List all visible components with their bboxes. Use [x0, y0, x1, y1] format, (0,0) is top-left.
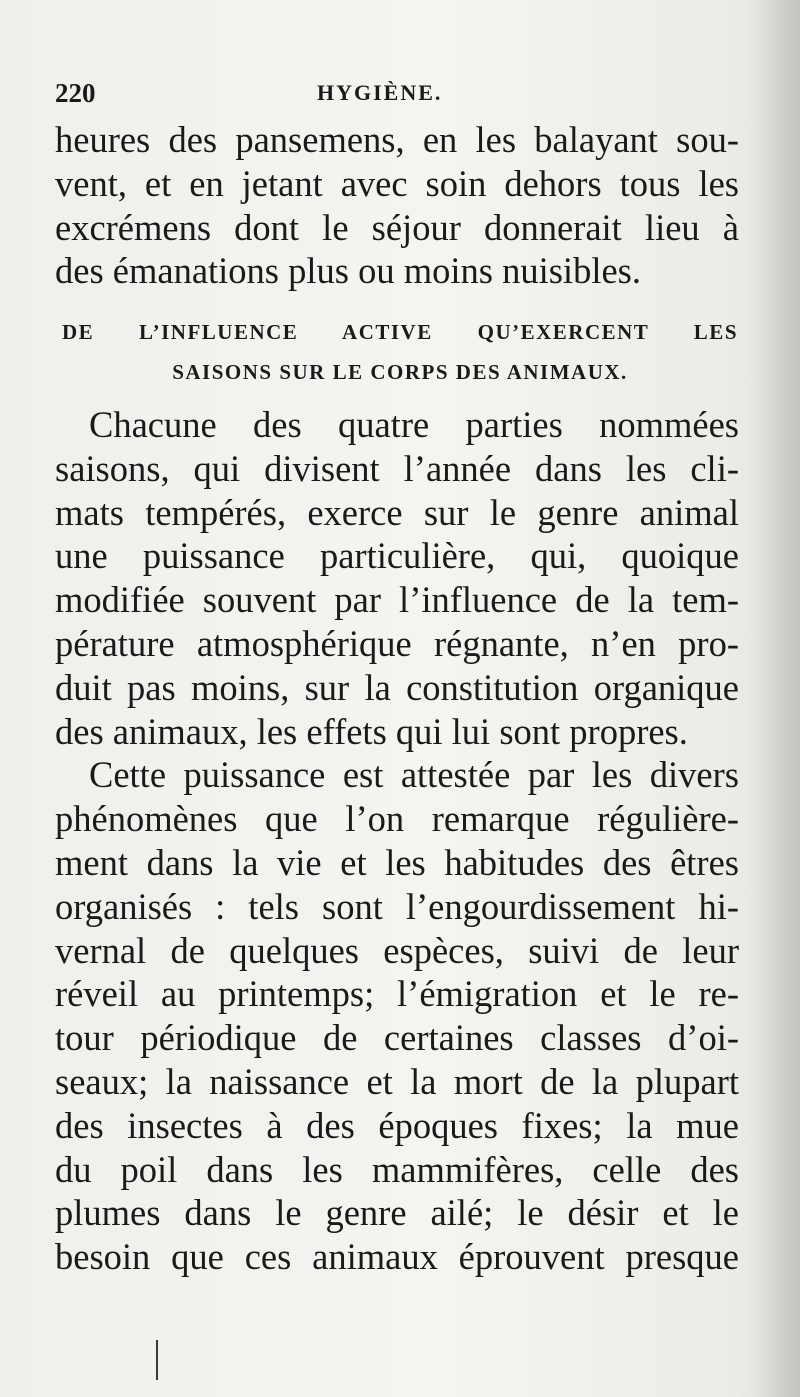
text-line: du poil dans les mammifères, celle des: [55, 1148, 739, 1190]
text-line: des insectes à des époques fixes; la mue: [55, 1104, 739, 1146]
text-line: heures des pansemens, en les balayant sou-: [55, 119, 739, 160]
text-line: Chacune des quatre parties nommées: [89, 404, 739, 445]
text-line: excrémens dont le séjour donnerait lieu à: [55, 206, 739, 248]
running-title: HYGIÈNE.: [317, 80, 443, 105]
ink-mark: [156, 1340, 158, 1380]
text-line: Cette puissance est attestée par les divers: [89, 754, 739, 796]
text-line: vent, et en jetant avec soin dehors tous les: [55, 162, 739, 204]
text-line: organisés : tels sont l’engourdissement hi-: [55, 885, 739, 927]
text-line: des émanations plus ou moins nuisibles.: [55, 250, 641, 292]
text-line: plumes dans le genre ailé; le désir et le: [55, 1192, 739, 1234]
text-line: seaux; la naissance et la mort de la plupart: [55, 1060, 739, 1102]
text-line: modifiée souvent par l’influence de la tem-: [55, 579, 739, 621]
text-line: des animaux, les effets qui lui sont propres.: [55, 710, 688, 752]
text-line: une puissance particulière, qui, quoique: [55, 535, 739, 577]
page-edge-shadow: [752, 0, 800, 1397]
text-line: vernal de quelques espèces, suivi de leur: [55, 929, 739, 971]
text-line: tour périodique de certaines classes d’oi-: [55, 1017, 739, 1059]
section-heading: [62, 312, 738, 392]
text-line: ment dans la vie et les habitudes des êtres: [55, 841, 739, 883]
text-line: saisons, qui divisent l’année dans les cli-: [55, 447, 739, 489]
heading-line: DE L’INFLUENCE ACTIVE QU’EXERCENT LES: [62, 320, 738, 344]
text-line: besoin que ces animaux éprouvent presque: [55, 1236, 739, 1278]
text-line: phénomènes que l’on remarque régulière-: [55, 798, 739, 840]
page-header: [55, 78, 745, 118]
continuation-paragraph: [55, 118, 739, 293]
text-line: réveil au printemps; l’émigration et le re-: [55, 973, 739, 1015]
text-line: pérature atmosphérique régnante, n’en pro-: [55, 622, 739, 664]
heading-line: SAISONS SUR LE CORPS DES ANIMAUX.: [172, 360, 628, 384]
body-text: [55, 403, 739, 1279]
page-number: 220: [55, 78, 96, 108]
text-line: duit pas moins, sur la constitution organique: [55, 666, 739, 708]
text-line: mats tempérés, exerce sur le genre animal: [55, 491, 739, 533]
